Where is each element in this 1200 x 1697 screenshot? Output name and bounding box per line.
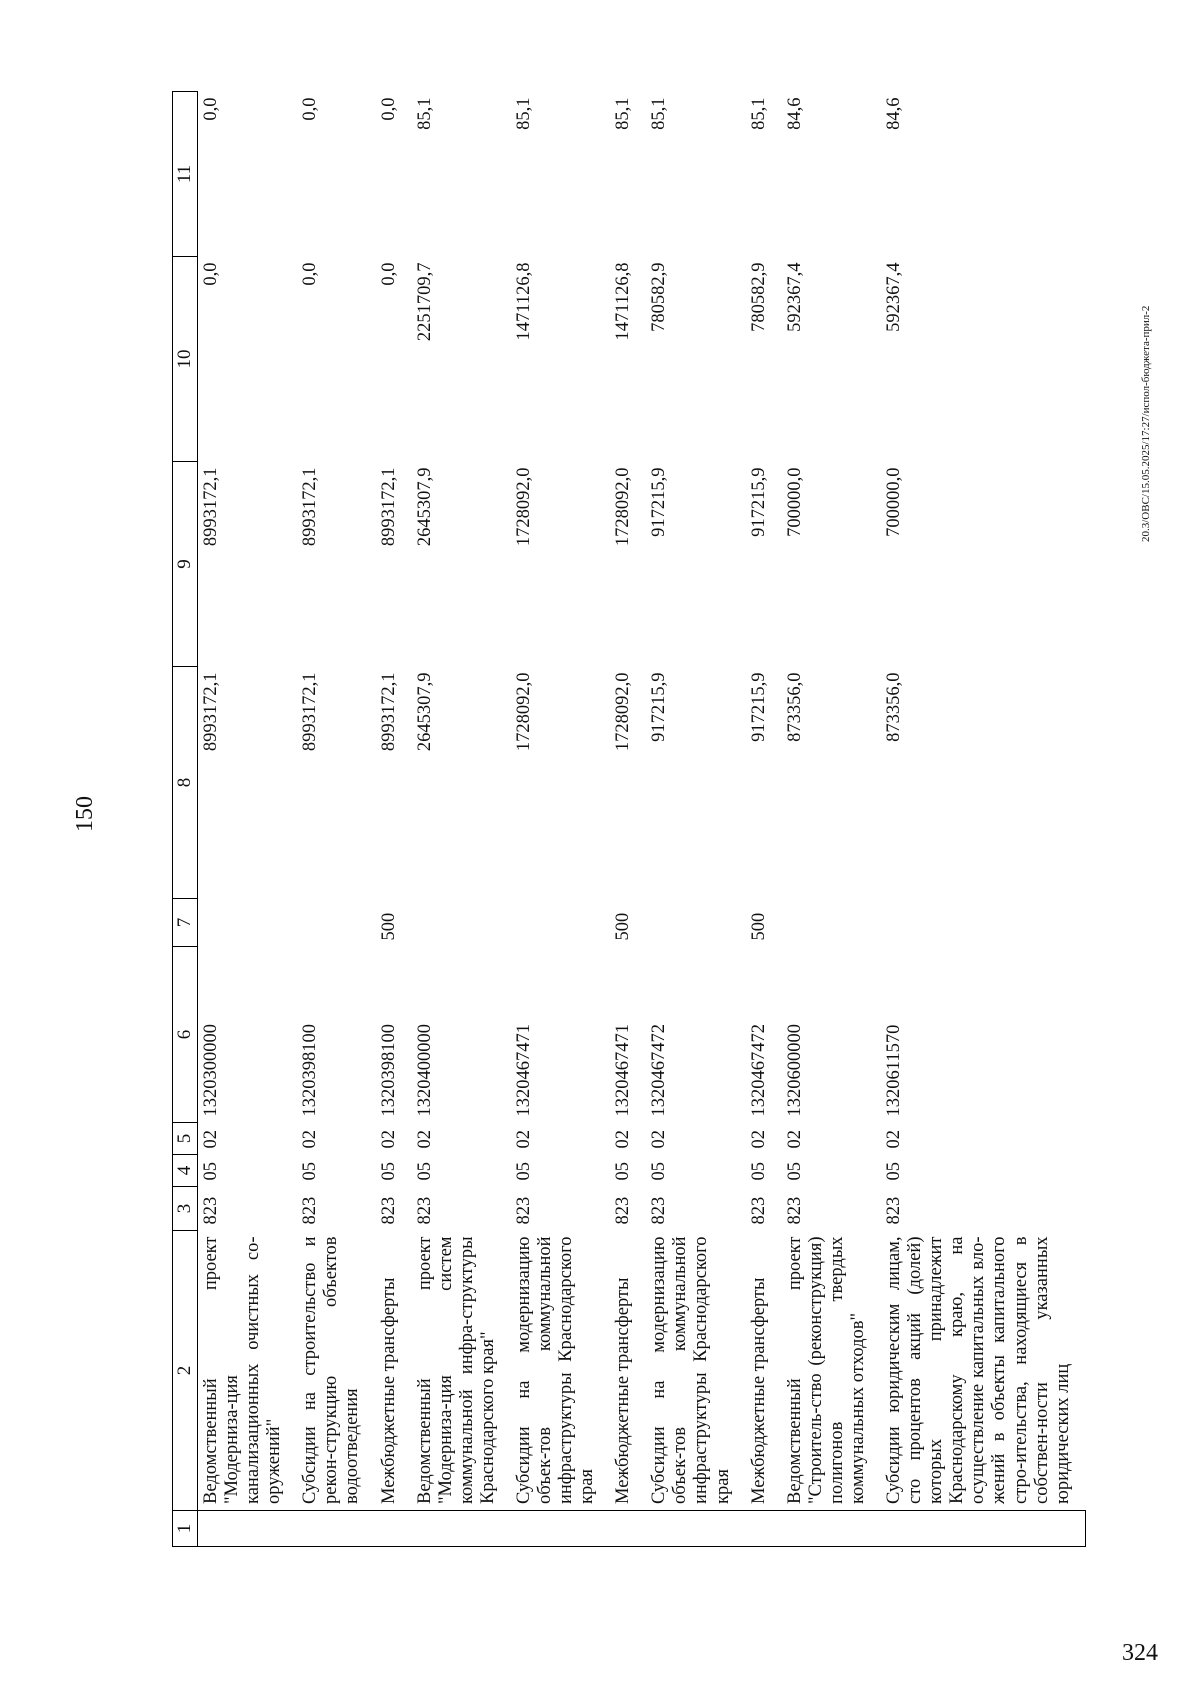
cell-c10: 780582,9 (649, 262, 670, 332)
cell-c5: 02 (414, 1130, 435, 1149)
cell-c5: 02 (613, 1130, 634, 1149)
cell-c2: Субсидии на модернизацию объек-тов коммунальной инфраструктуры Краснодарского края (511, 1231, 610, 1511)
cell-c11: 85,1 (513, 97, 534, 130)
cell-c4: 05 (378, 1162, 399, 1181)
cell-c8: 8993172,1 (201, 672, 221, 752)
cell-c7 (646, 899, 745, 947)
cell-c3: 823 (300, 1196, 321, 1225)
cell-c1 (746, 1511, 782, 1547)
cell-c10: 1471126,8 (613, 262, 634, 341)
cell-c1 (511, 1511, 610, 1547)
cell-c5: 02 (378, 1130, 399, 1149)
cell-c6: 1320467471 (613, 1024, 634, 1117)
cell-c9: 917215,9 (748, 467, 769, 537)
page-number: 150 (72, 796, 98, 832)
cell-c9: 1728092,0 (513, 467, 534, 547)
sheet-number: 324 (1122, 1640, 1158, 1666)
cell-c1 (881, 1511, 1086, 1547)
cell-c4: 05 (201, 1162, 221, 1181)
cell-c3: 823 (414, 1196, 435, 1225)
cell-c5: 02 (649, 1130, 670, 1149)
column-header: 1 (173, 1511, 198, 1547)
cell-c10: 592367,4 (884, 262, 905, 332)
cell-c9: 2645307,9 (414, 467, 435, 547)
cell-c7: 500 (613, 912, 634, 941)
cell-c7: 500 (378, 912, 399, 941)
cell-c11: 85,1 (748, 97, 769, 130)
cell-c7: 500 (748, 912, 769, 941)
column-header: 7 (173, 899, 198, 947)
cell-c2: Ведомственный проект "Строитель-ство (реконструкция) полигонов твердых коммунальных отходов" (782, 1231, 881, 1511)
cell-c8: 873356,0 (784, 672, 805, 742)
cell-c8: 8993172,1 (300, 672, 321, 752)
cell-c7 (412, 899, 511, 947)
cell-c3: 823 (884, 1196, 905, 1225)
table-header-row (173, 92, 198, 1547)
cell-c10: 0,0 (201, 262, 221, 286)
cell-c7 (297, 899, 375, 947)
cell-c11: 85,1 (414, 97, 435, 130)
cell-c5: 02 (513, 1130, 534, 1149)
cell-c11: 85,1 (613, 97, 634, 130)
column-header: 11 (173, 92, 198, 257)
column-header: 3 (173, 1187, 198, 1231)
cell-c4: 05 (884, 1162, 905, 1181)
cell-c9: 8993172,1 (378, 467, 399, 547)
cell-c2: Ведомственный проект "Модерниза-ция систем коммунальной инфра-структуры Краснодарского края" (412, 1231, 511, 1511)
cell-c4: 05 (513, 1162, 534, 1181)
cell-c7 (782, 899, 881, 947)
cell-c2: Ведомственный проект "Модерниза-ция канализационных очистных со-оружений" (198, 1231, 298, 1511)
column-header: 10 (173, 257, 198, 462)
cell-c2: Межбюджетные трансферты (610, 1231, 646, 1511)
cell-c8: 1728092,0 (613, 672, 634, 752)
cell-c2: Субсидии на модернизацию объек-тов коммунальной инфраструктуры Краснодарского края (646, 1231, 745, 1511)
cell-c3: 823 (649, 1196, 670, 1225)
cell-c10: 0,0 (378, 262, 399, 286)
cell-c8: 8993172,1 (378, 672, 399, 752)
cell-c2: Межбюджетные трансферты (376, 1231, 412, 1511)
column-header: 4 (173, 1155, 198, 1187)
column-header: 5 (173, 1123, 198, 1155)
cell-c10: 592367,4 (784, 262, 805, 332)
column-header: 2 (173, 1231, 198, 1511)
cell-c9: 1728092,0 (613, 467, 634, 547)
cell-c1 (297, 1511, 375, 1547)
cell-c5: 02 (201, 1130, 221, 1149)
cell-c6: 1320467472 (748, 1024, 769, 1117)
cell-c2: Субсидии юридическим лицам, сто процентов акций (долей) которых принадлежит Краснодарскому краю, на осуществление капитальных вло-жений в объекты капитального стро-ительства, находящиеся в собствен-ности указанных юридических лиц (881, 1231, 1086, 1511)
cell-c3: 823 (784, 1196, 805, 1225)
cell-c5: 02 (784, 1130, 805, 1149)
table-row (412, 92, 511, 1547)
table-row (646, 92, 745, 1547)
table-row (610, 92, 646, 1547)
cell-c1 (610, 1511, 646, 1547)
table-row (881, 92, 1086, 1547)
table-row (376, 92, 412, 1547)
cell-c6: 1320611570 (884, 1024, 905, 1117)
document-code: 20.3/ОВС/15.05.2025/17:27/испол-бюджета-прил-2 (1140, 305, 1152, 542)
cell-c3: 823 (201, 1196, 221, 1225)
cell-c3: 823 (613, 1196, 634, 1225)
cell-c11: 84,6 (784, 97, 805, 130)
cell-c8: 917215,9 (748, 672, 769, 742)
table-row (297, 92, 375, 1547)
cell-c11: 0,0 (201, 97, 221, 121)
cell-c6: 1320467471 (513, 1024, 534, 1117)
cell-c8: 917215,9 (649, 672, 670, 742)
cell-c9: 700000,0 (784, 467, 805, 537)
column-header: 9 (173, 462, 198, 667)
cell-c6: 1320600000 (784, 1024, 805, 1117)
cell-c4: 05 (414, 1162, 435, 1181)
budget-table (172, 91, 1086, 1547)
cell-c4: 05 (613, 1162, 634, 1181)
cell-c2: Субсидии на строительство и рекон-струкцию объектов водоотведения (297, 1231, 375, 1511)
cell-c9: 917215,9 (649, 467, 670, 537)
cell-c3: 823 (748, 1196, 769, 1225)
cell-c9: 8993172,1 (201, 467, 221, 547)
table-row (198, 92, 298, 1547)
cell-c11: 0,0 (378, 97, 399, 121)
cell-c3: 823 (513, 1196, 534, 1225)
cell-c4: 05 (649, 1162, 670, 1181)
cell-c8: 873356,0 (884, 672, 905, 742)
cell-c1 (412, 1511, 511, 1547)
cell-c1 (646, 1511, 745, 1547)
cell-c7 (198, 899, 298, 947)
cell-c10: 1471126,8 (513, 262, 534, 341)
cell-c11: 85,1 (649, 97, 670, 130)
cell-c4: 05 (784, 1162, 805, 1181)
table-row (782, 92, 881, 1547)
cell-c9: 700000,0 (884, 467, 905, 537)
cell-c5: 02 (884, 1130, 905, 1149)
cell-c6: 1320398100 (300, 1024, 321, 1117)
cell-c7 (511, 899, 610, 947)
cell-c10: 2251709,7 (414, 262, 435, 342)
cell-c10: 780582,9 (748, 262, 769, 332)
table-row (746, 92, 782, 1547)
cell-c5: 02 (300, 1130, 321, 1149)
cell-c11: 0,0 (300, 97, 321, 121)
cell-c7 (881, 899, 1086, 947)
cell-c9: 8993172,1 (300, 467, 321, 547)
column-header: 6 (173, 947, 198, 1123)
cell-c6: 1320398100 (378, 1024, 399, 1117)
cell-c5: 02 (748, 1130, 769, 1149)
cell-c6: 1320400000 (414, 1024, 435, 1117)
cell-c8: 2645307,9 (414, 672, 435, 752)
cell-c1 (782, 1511, 881, 1547)
cell-c11: 84,6 (884, 97, 905, 130)
cell-c10: 0,0 (300, 262, 321, 286)
cell-c1 (198, 1511, 298, 1547)
cell-c6: 1320467472 (649, 1024, 670, 1117)
cell-c6: 1320300000 (201, 1024, 221, 1117)
cell-c1 (376, 1511, 412, 1547)
cell-c2: Межбюджетные трансферты (746, 1231, 782, 1511)
cell-c3: 823 (378, 1196, 399, 1225)
cell-c8: 1728092,0 (513, 672, 534, 752)
cell-c4: 05 (748, 1162, 769, 1181)
table-row (511, 92, 610, 1547)
cell-c4: 05 (300, 1162, 321, 1181)
column-header: 8 (173, 667, 198, 899)
